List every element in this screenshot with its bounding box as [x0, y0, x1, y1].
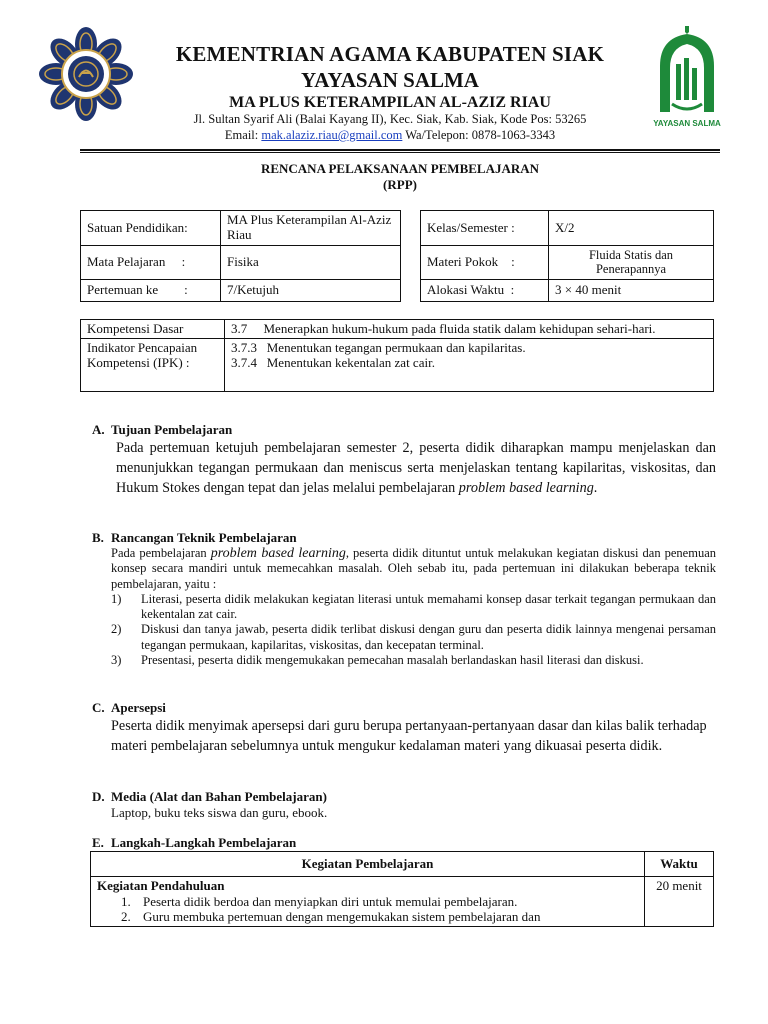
kd-value	[225, 320, 714, 339]
section-c	[92, 700, 716, 756]
ipk-item: 3.7.4 Menentukan kekentalan zat cair.	[231, 355, 435, 371]
info-value: 7/Ketujuh	[221, 280, 401, 302]
column-header-activity: Kegiatan Pembelajaran	[91, 852, 645, 877]
list-item: 1. Peserta didik berdoa dan menyiapkan diri untuk memulai pembelajaran.	[121, 893, 518, 909]
phone-text: Wa/Telepon: 0878-1063-3343	[402, 128, 556, 142]
section-d-text: Laptop, buku teks siswa dan guru, ebook.	[111, 805, 328, 820]
info-label: Alokasi Waktu :	[421, 280, 549, 302]
header-contact	[150, 128, 630, 143]
table-row	[81, 280, 401, 302]
section-e	[92, 835, 716, 851]
info-value: X/2	[549, 211, 714, 246]
header-divider	[80, 149, 720, 151]
time-cell: 20 menit	[645, 877, 714, 927]
header-foundation: YAYASAN SALMA	[301, 68, 479, 92]
section-heading: A. Tujuan Pembelajaran	[92, 422, 233, 437]
email-label: Email:	[224, 128, 262, 142]
section-a-text: Pada pertemuan ketujuh pembelajaran semester 2, peserta didik diharapkan mampu menjelaskan dan menunjukkan tegangan permukaan dan meniscus serta menjelaskan tentang kapilaritas, viskositas, dan Hukum Stokes dengan tepat dan jelas melalui pembelajaran problem based learning.	[116, 440, 716, 496]
section-d	[92, 789, 716, 821]
kd-text: 3.7 Menerapkan hukum-hukum pada fluida statik dalam kehidupan sehari-hari.	[231, 321, 656, 336]
section-heading: E. Langkah-Langkah Pembelajaran	[92, 835, 297, 850]
list-item: 1) Literasi, peserta didik melakukan kegiatan literasi untuk memahami konsep dasar terkait tegangan permukaan dan kekentalan zat cair.	[111, 591, 716, 622]
ipk-label: Indikator Pencapaian Kompetensi (IPK) :	[81, 338, 225, 391]
info-label: Materi Pokok :	[421, 246, 549, 280]
learning-steps-table	[90, 851, 714, 927]
info-label: Satuan Pendidikan:	[81, 211, 221, 246]
header-ministry: KEMENTRIAN AGAMA KABUPATEN SIAK	[175, 42, 605, 66]
activity-list	[97, 894, 638, 925]
info-table-left	[80, 210, 401, 302]
info-value: Fisika	[221, 246, 401, 280]
section-a	[92, 422, 716, 498]
document-subtitle: (RPP)	[383, 177, 417, 192]
section-c-text: Peserta didik menyimak apersepsi dari guru berupa pertanyaan-pertanyaan dasar dan kilas balik terhadap materi pembelajaran sebelumnya untuk mengukur kedalaman materi yang dikuasai peserta didik.	[111, 718, 707, 754]
table-row	[81, 320, 714, 339]
info-value: Fluida Statis dan Penerapannya	[549, 246, 714, 280]
table-header-row	[91, 852, 714, 877]
info-value: MA Plus Keterampilan Al-Aziz Riau	[221, 211, 401, 246]
table-row	[421, 280, 714, 302]
table-row	[81, 211, 401, 246]
header-school: MA PLUS KETERAMPILAN AL-AZIZ RIAU	[229, 94, 551, 111]
ipk-value	[225, 338, 714, 391]
column-header-time: Waktu	[645, 852, 714, 877]
list-item: 2) Diskusi dan tanya jawab, peserta didik terlibat diskusi dengan guru dan peserta didik lainnya mengenai persaman tegangan permukaan, kapilaritas, viskositas, dan kecepatan terminal.	[111, 622, 716, 652]
logo-caption: YAYASAN SALMA	[653, 119, 721, 128]
table-row	[81, 246, 401, 280]
list-item: 3) Presentasi, peserta didik mengemukakan pemecahan masalah berlandaskan hasil literasi dan diskusi.	[111, 653, 644, 668]
header-address: Jl. Sultan Syarif Ali (Balai Kayang II), Kec. Siak, Kab. Siak, Kode Pos: 53265	[193, 112, 587, 126]
info-label: Kelas/Semester :	[421, 211, 549, 246]
activity-cell	[91, 877, 645, 927]
list-item: 2. Guru membuka pertemuan dengan mengemukakan sistem pembelajaran dan	[121, 909, 541, 925]
email-link[interactable]: mak.alaziz.riau@gmail.com	[261, 128, 403, 142]
info-value: 3 × 40 menit	[549, 280, 714, 302]
madrasah-logo	[38, 26, 134, 122]
info-label: Pertemuan ke :	[81, 280, 221, 302]
yayasan-salma-logo	[652, 24, 722, 132]
table-row	[421, 211, 714, 246]
header-divider-thin	[80, 152, 720, 153]
table-row	[421, 246, 714, 280]
ipk-item: 3.7.3 Menentukan tegangan permukaan dan kapilaritas.	[231, 339, 526, 355]
activity-heading: Kegiatan Pendahuluan	[97, 878, 225, 893]
section-b-text: Pada pembelajaran problem based learning, peserta didik dituntut untuk melakukan kegiatan diskusi dan penemuan konsep secara mandiri untuk memecahkan masalah. Oleh sebab itu, pada pertemuan ini dilakukan beberapa teknik pembelajaran, yaitu :	[111, 546, 717, 591]
info-table-right	[420, 210, 714, 302]
document-title: RENCANA PELAKSANAAN PEMBELAJARAN	[260, 161, 540, 176]
table-row	[81, 338, 714, 391]
kd-label: Kompetensi Dasar	[81, 320, 225, 339]
section-b	[92, 530, 716, 668]
table-row	[91, 877, 714, 927]
competency-table	[80, 319, 714, 392]
section-heading: C. Apersepsi	[92, 700, 166, 715]
section-heading: B. Rancangan Teknik Pembelajaran	[92, 530, 297, 545]
technique-list	[111, 592, 716, 668]
info-label: Mata Pelajaran :	[81, 246, 221, 280]
section-heading: D. Media (Alat dan Bahan Pembelajaran)	[92, 789, 327, 804]
